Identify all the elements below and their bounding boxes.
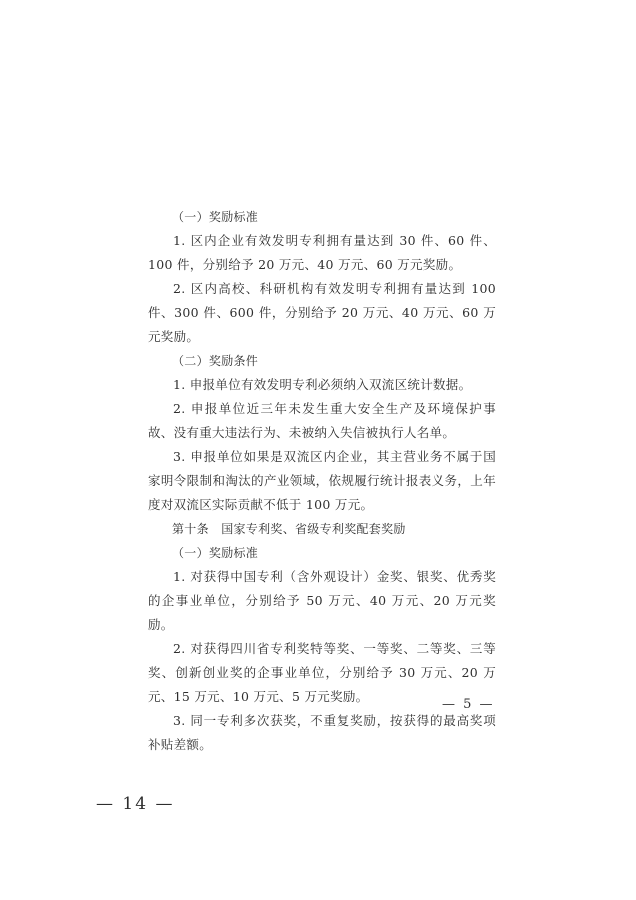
paragraph: 2. 申报单位近三年未发生重大安全生产及环境保护事故、没有重大违法行为、未被纳入失信被执行人名单。 [148, 401, 496, 440]
paragraph: 1. 申报单位有效发明专利必须纳入双流区统计数据。 [173, 377, 472, 392]
paragraph: 3. 申报单位如果是双流区内企业，其主营业务不属于国家明令限制和淘汰的产业领域，依规履行统计报表义务，上年度对双流区实际贡献不低于 100 万元。 [148, 449, 496, 512]
article-heading: 第十条 国家专利奖、省级专利奖配套奖励 [172, 522, 406, 536]
paragraph: 2. 区内高校、科研机构有效发明专利拥有量达到 100 件、300 件、600 件，分别给予 20 万元、40 万元、60 万元奖励。 [148, 281, 496, 344]
paragraph: 2. 对获得四川省专利奖特等奖、一等奖、二等奖、三等奖、创新创业奖的企事业单位，分别给予 30 万元、20 万元、15 万元、10 万元、5 万元奖励。 [148, 641, 496, 704]
section-heading: （一）奖励标准 [172, 546, 259, 560]
paragraph: 1. 区内企业有效发明专利拥有量达到 30 件、60 件、100 件，分别给予 20 万元、40 万元、60 万元奖励。 [148, 233, 496, 272]
paragraph: 3. 同一专利多次获奖，不重复奖励，按获得的最高奖项补贴差额。 [148, 713, 496, 752]
outer-page-number: — 14 — [96, 794, 175, 814]
section-heading: （一）奖励标准 [172, 210, 259, 224]
section-heading: （二）奖励条件 [172, 354, 259, 368]
paragraph: 1. 对获得中国专利（含外观设计）金奖、银奖、优秀奖的企事业单位，分别给予 50 万元、40 万元、20 万元奖励。 [148, 569, 496, 632]
inner-page-number: — 5 — [442, 697, 495, 712]
document-body [148, 205, 496, 757]
